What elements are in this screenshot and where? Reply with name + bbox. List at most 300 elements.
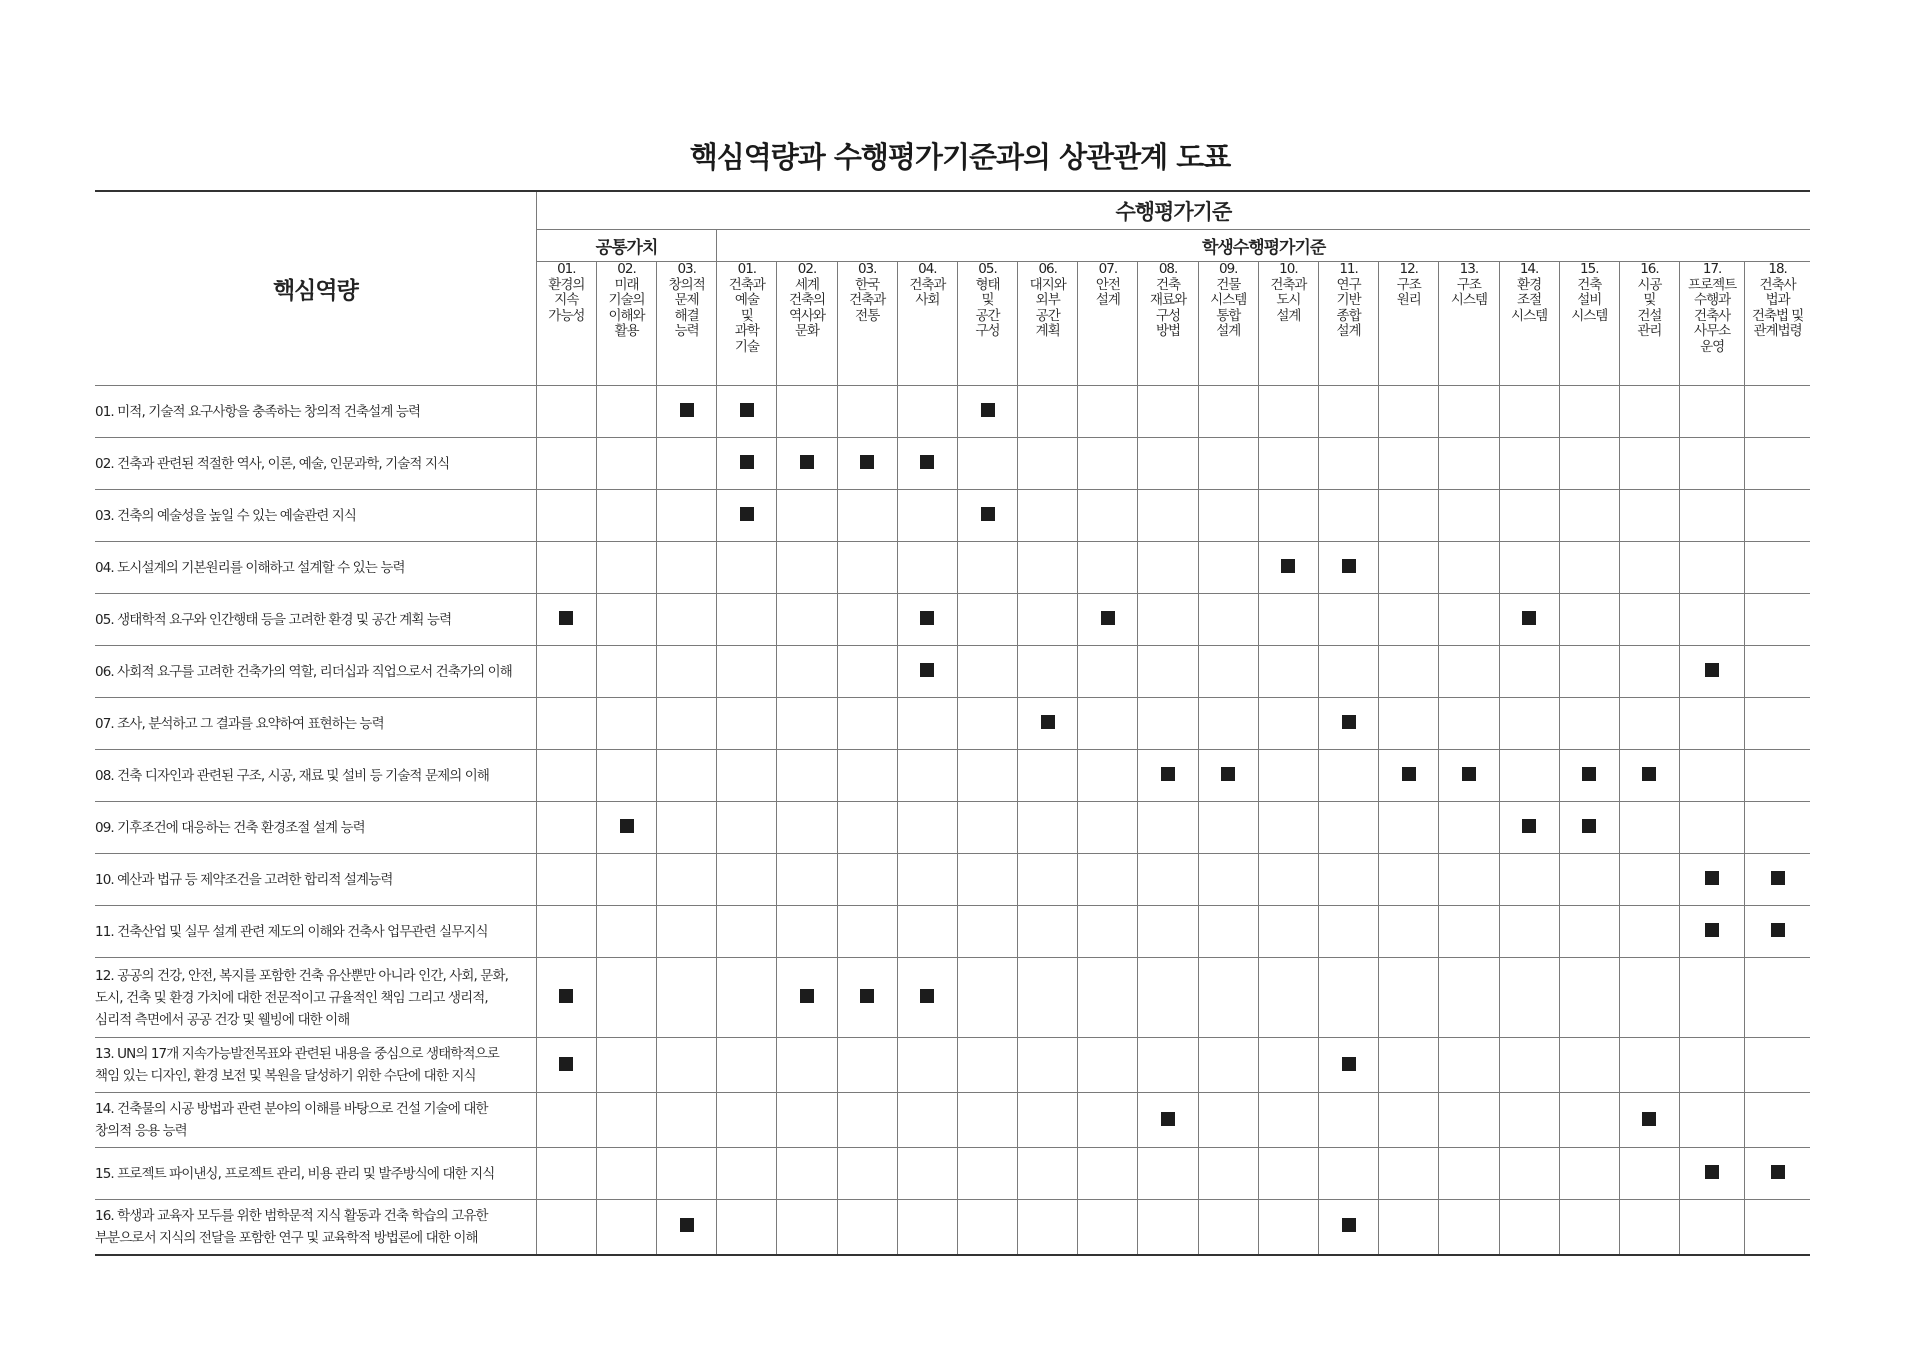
matrix-cell xyxy=(1559,542,1619,594)
matrix-cell xyxy=(1439,1200,1499,1255)
matrix-cell xyxy=(1078,1093,1138,1148)
matrix-cell xyxy=(897,906,957,958)
matrix-cell xyxy=(897,958,957,1038)
matrix-cell xyxy=(837,1038,897,1093)
table-row xyxy=(95,438,1810,490)
filled-square-icon xyxy=(1101,611,1115,625)
table-row xyxy=(95,1148,1810,1200)
matrix-cell xyxy=(1258,906,1318,958)
matrix-cell xyxy=(1198,386,1258,438)
matrix-cell xyxy=(1439,698,1499,750)
matrix-cell xyxy=(536,1038,596,1093)
criteria-header: 수행평가기준 xyxy=(536,191,1810,230)
matrix-cell xyxy=(777,802,837,854)
matrix-cell xyxy=(1379,1093,1439,1148)
competency-label: 08. 건축 디자인과 관련된 구조, 시공, 재료 및 설비 등 기술적 문제의 이해 xyxy=(95,767,490,784)
matrix-cell xyxy=(837,646,897,698)
matrix-cell xyxy=(1680,646,1745,698)
student-criteria-label: 01. 건축과 예술 및 과학 기술 xyxy=(728,261,765,355)
matrix-cell xyxy=(1258,1148,1318,1200)
student-criteria-col-15 xyxy=(1559,262,1619,386)
matrix-cell xyxy=(1559,906,1619,958)
matrix-cell xyxy=(1745,1038,1810,1093)
matrix-cell xyxy=(1319,1038,1379,1093)
matrix-cell xyxy=(536,1093,596,1148)
matrix-cell xyxy=(1559,438,1619,490)
matrix-cell xyxy=(837,1148,897,1200)
matrix-cell xyxy=(717,1200,777,1255)
matrix-cell xyxy=(957,698,1017,750)
competency-cell xyxy=(95,698,536,750)
matrix-cell xyxy=(1138,698,1198,750)
matrix-cell xyxy=(717,958,777,1038)
table-row xyxy=(95,750,1810,802)
matrix-cell xyxy=(536,594,596,646)
matrix-cell xyxy=(1258,542,1318,594)
matrix-cell xyxy=(657,750,717,802)
matrix-cell xyxy=(957,854,1017,906)
filled-square-icon xyxy=(740,455,754,469)
matrix-cell xyxy=(1379,386,1439,438)
matrix-cell xyxy=(1319,646,1379,698)
filled-square-icon xyxy=(800,455,814,469)
student-criteria-col-3 xyxy=(837,262,897,386)
table-row xyxy=(95,594,1810,646)
matrix-cell xyxy=(837,1093,897,1148)
matrix-cell xyxy=(1198,854,1258,906)
matrix-cell xyxy=(1018,750,1078,802)
competency-cell xyxy=(95,854,536,906)
matrix-cell xyxy=(957,386,1017,438)
matrix-cell xyxy=(536,854,596,906)
matrix-cell xyxy=(1319,698,1379,750)
matrix-cell xyxy=(1258,594,1318,646)
matrix-cell xyxy=(1018,594,1078,646)
matrix-cell xyxy=(1499,1148,1559,1200)
matrix-cell xyxy=(536,438,596,490)
matrix-cell xyxy=(1745,386,1810,438)
matrix-cell xyxy=(1078,1200,1138,1255)
matrix-cell xyxy=(1439,958,1499,1038)
student-criteria-col-18 xyxy=(1745,262,1810,386)
matrix-cell xyxy=(536,1148,596,1200)
student-criteria-col-5 xyxy=(957,262,1017,386)
matrix-cell xyxy=(596,958,656,1038)
matrix-cell xyxy=(837,854,897,906)
student-criteria-label: 15. 건축 설비 시스템 xyxy=(1571,261,1608,324)
matrix-cell xyxy=(837,1200,897,1255)
competency-label: 16. 학생과 교육자 모두를 위한 범학문적 지식 활동과 건축 학습의 고유한 부분으로서 지식의 전달을 포함한 연구 및 교육학적 방법론에 대한 이해 xyxy=(95,1207,488,1246)
filled-square-icon xyxy=(680,1218,694,1232)
matrix-cell xyxy=(717,854,777,906)
matrix-cell xyxy=(777,854,837,906)
competency-label: 04. 도시설계의 기본원리를 이해하고 설계할 수 있는 능력 xyxy=(95,559,405,576)
matrix-cell xyxy=(1319,542,1379,594)
matrix-cell xyxy=(1379,490,1439,542)
matrix-cell xyxy=(897,802,957,854)
table-row xyxy=(95,958,1810,1038)
matrix-cell xyxy=(1379,646,1439,698)
common-value-header: 공통가치 xyxy=(536,230,717,262)
matrix-cell xyxy=(1198,594,1258,646)
table-row xyxy=(95,1093,1810,1148)
matrix-cell xyxy=(536,386,596,438)
matrix-cell xyxy=(1258,438,1318,490)
matrix-cell xyxy=(897,854,957,906)
filled-square-icon xyxy=(1705,923,1719,937)
matrix-cell xyxy=(1559,698,1619,750)
matrix-cell xyxy=(1078,1148,1138,1200)
matrix-cell xyxy=(777,1038,837,1093)
matrix-cell xyxy=(1499,594,1559,646)
student-criteria-col-10 xyxy=(1258,262,1318,386)
matrix-cell xyxy=(1198,490,1258,542)
matrix-cell xyxy=(1559,1148,1619,1200)
matrix-cell xyxy=(536,1200,596,1255)
competency-header: 핵심역량 xyxy=(95,191,536,386)
matrix-cell xyxy=(957,438,1017,490)
matrix-cell xyxy=(837,594,897,646)
matrix-cell xyxy=(1258,386,1318,438)
filled-square-icon xyxy=(1041,715,1055,729)
matrix-cell xyxy=(1499,438,1559,490)
matrix-cell xyxy=(1319,854,1379,906)
matrix-cell xyxy=(1559,490,1619,542)
competency-label: 02. 건축과 관련된 적절한 역사, 이론, 예술, 인문과학, 기술적 지식 xyxy=(95,455,450,472)
common-value-label: 02. 미래 기술의 이해와 활용 xyxy=(608,261,645,339)
matrix-cell xyxy=(1559,1200,1619,1255)
matrix-cell xyxy=(657,1038,717,1093)
filled-square-icon xyxy=(920,455,934,469)
matrix-cell xyxy=(1439,906,1499,958)
matrix-cell xyxy=(536,698,596,750)
matrix-cell xyxy=(897,594,957,646)
matrix-cell xyxy=(1138,438,1198,490)
matrix-cell xyxy=(1138,386,1198,438)
matrix-cell xyxy=(1619,646,1679,698)
matrix-cell xyxy=(1499,854,1559,906)
matrix-cell xyxy=(1680,854,1745,906)
matrix-cell xyxy=(1018,1038,1078,1093)
student-criteria-label: 12. 구조 원리 xyxy=(1396,261,1421,308)
matrix-cell xyxy=(1078,438,1138,490)
filled-square-icon xyxy=(920,611,934,625)
filled-square-icon xyxy=(981,507,995,521)
matrix-cell xyxy=(837,438,897,490)
matrix-cell xyxy=(1680,698,1745,750)
matrix-cell xyxy=(1745,698,1810,750)
matrix-cell xyxy=(1379,802,1439,854)
matrix-cell xyxy=(1745,438,1810,490)
matrix-cell xyxy=(1018,958,1078,1038)
matrix-cell xyxy=(1018,854,1078,906)
matrix-cell xyxy=(1198,750,1258,802)
student-criteria-col-8 xyxy=(1138,262,1198,386)
matrix-cell xyxy=(1198,646,1258,698)
filled-square-icon xyxy=(1522,611,1536,625)
matrix-cell xyxy=(957,1038,1017,1093)
table-row xyxy=(95,854,1810,906)
matrix-cell xyxy=(1619,1148,1679,1200)
matrix-cell xyxy=(1619,594,1679,646)
filled-square-icon xyxy=(920,663,934,677)
filled-square-icon xyxy=(920,989,934,1003)
matrix-cell xyxy=(1018,646,1078,698)
matrix-cell xyxy=(596,646,656,698)
filled-square-icon xyxy=(1281,559,1295,573)
matrix-cell xyxy=(657,698,717,750)
matrix-cell xyxy=(536,646,596,698)
student-criteria-label: 04. 건축과 사회 xyxy=(909,261,946,308)
matrix-cell xyxy=(957,1093,1017,1148)
matrix-cell xyxy=(1499,1038,1559,1093)
matrix-cell xyxy=(957,594,1017,646)
matrix-cell xyxy=(1379,542,1439,594)
matrix-cell xyxy=(536,490,596,542)
competency-cell xyxy=(95,1148,536,1200)
matrix-cell xyxy=(1138,906,1198,958)
common-value-label: 01. 환경의 지속 가능성 xyxy=(548,261,585,324)
matrix-cell xyxy=(657,958,717,1038)
matrix-cell xyxy=(1439,490,1499,542)
filled-square-icon xyxy=(1771,923,1785,937)
matrix-cell xyxy=(657,438,717,490)
filled-square-icon xyxy=(800,989,814,1003)
matrix-cell xyxy=(837,490,897,542)
matrix-cell xyxy=(1619,958,1679,1038)
matrix-cell xyxy=(1078,906,1138,958)
student-criteria-col-11 xyxy=(1319,262,1379,386)
matrix-cell xyxy=(1198,1093,1258,1148)
filled-square-icon xyxy=(1342,715,1356,729)
matrix-cell xyxy=(1258,750,1318,802)
student-criteria-col-2 xyxy=(777,262,837,386)
matrix-cell xyxy=(1619,906,1679,958)
matrix-cell xyxy=(1499,542,1559,594)
matrix-cell xyxy=(1018,490,1078,542)
matrix-cell xyxy=(1619,490,1679,542)
student-criteria-col-1 xyxy=(717,262,777,386)
filled-square-icon xyxy=(1462,767,1476,781)
matrix-cell xyxy=(1499,386,1559,438)
matrix-cell xyxy=(837,750,897,802)
matrix-cell xyxy=(1319,1148,1379,1200)
matrix-cell xyxy=(1319,906,1379,958)
matrix-cell xyxy=(777,958,837,1038)
matrix-cell xyxy=(1680,542,1745,594)
matrix-cell xyxy=(1439,750,1499,802)
matrix-cell xyxy=(1619,542,1679,594)
matrix-cell xyxy=(657,646,717,698)
student-criteria-label: 10. 건축과 도시 설계 xyxy=(1270,261,1307,324)
matrix-cell xyxy=(1619,750,1679,802)
filled-square-icon xyxy=(1771,871,1785,885)
matrix-cell xyxy=(1559,854,1619,906)
matrix-cell xyxy=(1559,958,1619,1038)
matrix-cell xyxy=(897,698,957,750)
matrix-cell xyxy=(897,646,957,698)
matrix-cell xyxy=(1078,958,1138,1038)
matrix-cell xyxy=(1078,386,1138,438)
matrix-cell xyxy=(536,906,596,958)
matrix-cell xyxy=(1078,594,1138,646)
matrix-cell xyxy=(1018,1148,1078,1200)
matrix-cell xyxy=(1379,698,1439,750)
matrix-cell xyxy=(657,802,717,854)
matrix-cell xyxy=(777,906,837,958)
matrix-cell xyxy=(596,906,656,958)
matrix-cell xyxy=(1619,1093,1679,1148)
common-value-col-1 xyxy=(536,262,596,386)
competency-label: 09. 기후조건에 대응하는 건축 환경조절 설계 능력 xyxy=(95,819,365,836)
matrix-cell xyxy=(536,958,596,1038)
matrix-cell xyxy=(1319,438,1379,490)
competency-cell xyxy=(95,490,536,542)
matrix-cell xyxy=(1680,386,1745,438)
filled-square-icon xyxy=(740,507,754,521)
competency-label: 01. 미적, 기술적 요구사항을 충족하는 창의적 건축설계 능력 xyxy=(95,403,421,420)
matrix-cell xyxy=(596,1200,656,1255)
matrix-cell xyxy=(596,1038,656,1093)
competency-cell xyxy=(95,594,536,646)
matrix-cell xyxy=(1680,750,1745,802)
matrix-cell xyxy=(1198,542,1258,594)
matrix-cell xyxy=(1018,542,1078,594)
competency-label: 03. 건축의 예술성을 높일 수 있는 예술관련 지식 xyxy=(95,507,357,524)
matrix-cell xyxy=(1619,1200,1679,1255)
matrix-cell xyxy=(1138,594,1198,646)
matrix-cell xyxy=(596,386,656,438)
student-criteria-col-16 xyxy=(1619,262,1679,386)
matrix-cell xyxy=(717,1148,777,1200)
matrix-cell xyxy=(596,490,656,542)
matrix-cell xyxy=(1138,750,1198,802)
matrix-cell xyxy=(1680,438,1745,490)
filled-square-icon xyxy=(1342,559,1356,573)
matrix-cell xyxy=(1198,802,1258,854)
table-row xyxy=(95,1200,1810,1255)
matrix-cell xyxy=(1680,1200,1745,1255)
matrix-cell xyxy=(1439,386,1499,438)
matrix-cell xyxy=(957,1200,1017,1255)
matrix-cell xyxy=(837,542,897,594)
common-value-col-2 xyxy=(596,262,656,386)
competency-cell xyxy=(95,1200,536,1255)
matrix-cell xyxy=(1745,542,1810,594)
matrix-cell xyxy=(1439,1148,1499,1200)
table-row xyxy=(95,490,1810,542)
matrix-cell xyxy=(1258,646,1318,698)
common-value-label: 03. 창의적 문제 해결 능력 xyxy=(668,261,705,339)
competency-cell xyxy=(95,750,536,802)
competency-label: 13. UN의 17개 지속가능발전목표와 관련된 내용을 중심으로 생태학적으로 책임 있는 디자인, 환경 보전 및 복원을 달성하기 위한 수단에 대한 지식 xyxy=(95,1046,499,1084)
matrix-cell xyxy=(1258,802,1318,854)
matrix-cell xyxy=(596,750,656,802)
student-criteria-label: 06. 대지와 외부 공간 계획 xyxy=(1029,261,1066,339)
filled-square-icon xyxy=(981,403,995,417)
matrix-cell xyxy=(1018,698,1078,750)
matrix-cell xyxy=(1499,490,1559,542)
matrix-cell xyxy=(1319,594,1379,646)
matrix-cell xyxy=(837,802,897,854)
student-criteria-label: 14. 환경 조절 시스템 xyxy=(1511,261,1548,324)
matrix-cell xyxy=(1559,1093,1619,1148)
matrix-cell xyxy=(657,490,717,542)
student-criteria-col-17 xyxy=(1680,262,1745,386)
matrix-cell xyxy=(657,1148,717,1200)
matrix-cell xyxy=(1379,594,1439,646)
matrix-cell xyxy=(1198,906,1258,958)
matrix-cell xyxy=(1499,646,1559,698)
matrix-cell xyxy=(1559,646,1619,698)
table-row xyxy=(95,386,1810,438)
filled-square-icon xyxy=(559,611,573,625)
matrix-cell xyxy=(957,1148,1017,1200)
student-criteria-col-4 xyxy=(897,262,957,386)
matrix-cell xyxy=(777,594,837,646)
matrix-cell xyxy=(717,1038,777,1093)
matrix-cell xyxy=(897,1038,957,1093)
matrix-cell xyxy=(596,542,656,594)
student-criteria-label: 11. 연구 기반 종합 설계 xyxy=(1336,261,1361,339)
competency-cell xyxy=(95,386,536,438)
matrix-cell xyxy=(596,1148,656,1200)
matrix-cell xyxy=(1379,1148,1439,1200)
matrix-cell xyxy=(897,1148,957,1200)
matrix-cell xyxy=(1078,698,1138,750)
matrix-cell xyxy=(1745,802,1810,854)
matrix-cell xyxy=(777,1200,837,1255)
matrix-cell xyxy=(1499,750,1559,802)
matrix-cell xyxy=(1198,1200,1258,1255)
table-row xyxy=(95,698,1810,750)
matrix-cell xyxy=(717,1093,777,1148)
matrix-cell xyxy=(777,490,837,542)
matrix-cell xyxy=(1499,958,1559,1038)
common-value-col-3 xyxy=(657,262,717,386)
matrix-cell xyxy=(1680,1148,1745,1200)
table-row xyxy=(95,646,1810,698)
matrix-cell xyxy=(1439,646,1499,698)
matrix-cell xyxy=(1559,802,1619,854)
filled-square-icon xyxy=(1221,767,1235,781)
matrix-cell xyxy=(957,490,1017,542)
matrix-cell xyxy=(1379,1200,1439,1255)
matrix-cell xyxy=(1619,1038,1679,1093)
matrix-cell xyxy=(837,958,897,1038)
matrix-cell xyxy=(717,594,777,646)
matrix-cell xyxy=(1198,1038,1258,1093)
table-row xyxy=(95,1038,1810,1093)
matrix-cell xyxy=(897,386,957,438)
matrix-cell xyxy=(1258,490,1318,542)
matrix-cell xyxy=(1745,646,1810,698)
filled-square-icon xyxy=(1582,767,1596,781)
matrix-cell xyxy=(897,490,957,542)
matrix-cell xyxy=(1018,1093,1078,1148)
filled-square-icon xyxy=(620,819,634,833)
matrix-cell xyxy=(777,646,837,698)
student-criteria-col-9 xyxy=(1198,262,1258,386)
matrix-cell xyxy=(1680,1038,1745,1093)
matrix-cell xyxy=(957,802,1017,854)
matrix-cell xyxy=(837,906,897,958)
matrix-cell xyxy=(1198,958,1258,1038)
matrix-cell xyxy=(1745,906,1810,958)
matrix-cell xyxy=(717,438,777,490)
matrix-cell xyxy=(897,542,957,594)
matrix-cell xyxy=(1258,1200,1318,1255)
